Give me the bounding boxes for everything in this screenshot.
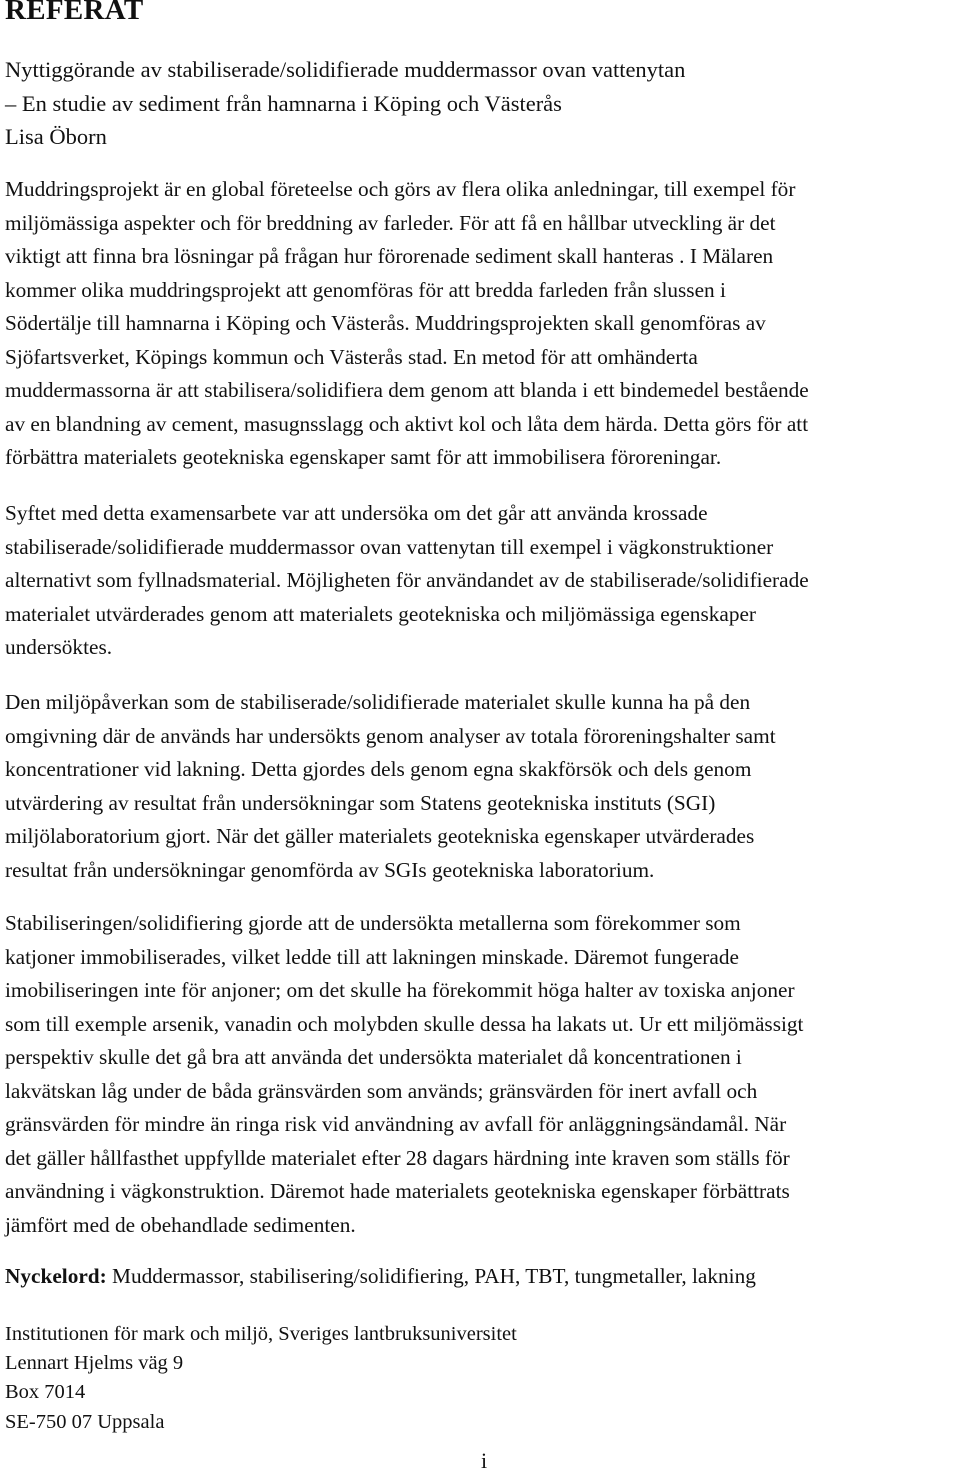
text-line: som till exemple arsenik, vanadin och molybden skulle dessa ha lakats ut. Ur ett miljömässigt xyxy=(5,1011,804,1036)
text-line: av en blandning av cement, masugnsslagg och aktivt kol och låta dem härda. Detta görs för att xyxy=(5,411,809,436)
text-line: användning i vägkonstruktion. Däremot hade materialets geotekniska egenskaper förbättrats xyxy=(5,1179,790,1203)
text-line: lakvätskan låg under de båda gränsvärden som används; gränsvärden för inert avfall och xyxy=(5,1078,758,1103)
text-line: imobiliseringen inte för anjoner; om det skulle ha förekommit höga halter av toxiska anjoner xyxy=(5,978,795,1002)
text-line: Stabiliseringen/solidifiering gjorde att de undersökta metallerna som förekommer som xyxy=(5,911,741,935)
text-line: viktigt att finna bra lösningar på frågan hur förorenade sediment skall hanteras . I Mälaren xyxy=(5,244,774,268)
text-line: förbättra materialets geotekniska egenskaper samt för att immobilisera föroreningar. xyxy=(5,445,722,469)
paragraph-purpose xyxy=(5,497,957,665)
text-line: jämfört med de obehandlade sedimenten. xyxy=(5,1212,356,1237)
text-line: stabiliserade/solidifierade muddermassor ovan vattenytan till exempel i vägkonstruktioner xyxy=(5,534,774,559)
street-address: Lennart Hjelms väg 9 xyxy=(5,1352,184,1375)
institution-address xyxy=(5,1320,517,1437)
text-line: koncentrationer vid lakning. Detta gjordes dels genom egna skakförsök och dels genom xyxy=(5,757,752,781)
text-line: Södertälje till hamnarna i Köping och Västerås. Muddringsprojekten skall genomföras av xyxy=(5,311,766,335)
text-line: katjoner immobiliserades, vilket ledde till att lakningen minskade. Däremot fungerade xyxy=(5,944,739,969)
thesis-subtitle: – En studie av sediment från hamnarna i Köping och Västerås xyxy=(5,91,562,116)
keywords-label: Nyckelord: xyxy=(5,1264,107,1288)
text-line: kommer olika muddringsprojekt att genomföras för att bredda farleden från slussen i xyxy=(5,277,726,302)
thesis-title: Nyttiggörande av stabiliserade/solidifierade muddermassor ovan vattenytan xyxy=(5,57,686,82)
text-line: det gäller hållfasthet uppfyllde materialet efter 28 dagars härdning inte kraven som ställs för xyxy=(5,1145,790,1170)
paragraph-background xyxy=(5,173,957,475)
page-heading: REFERAT xyxy=(5,0,144,26)
text-line: omgivning där de används har undersökts genom analyser av totala föroreningshalter samt xyxy=(5,723,776,748)
paragraph-environmental-impact xyxy=(5,686,957,887)
text-line: Sjöfartsverket, Köpings kommun och Västerås stad. En metod för att omhänderta xyxy=(5,344,698,369)
postal-box: Box 7014 xyxy=(5,1381,86,1404)
keywords-text: Muddermassor, stabilisering/solidifiering, PAH, TBT, tungmetaller, lakning xyxy=(106,1264,756,1288)
text-line: undersöktes. xyxy=(5,635,113,659)
keywords xyxy=(5,1264,756,1289)
text-line: miljölaboratorium gjort. När det gäller materialets geotekniska egenskaper utvärderades xyxy=(5,824,755,848)
paragraph-results xyxy=(5,907,957,1242)
text-line: Den miljöpåverkan som de stabiliserade/solidifierade materialet skulle kunna ha på den xyxy=(5,690,751,714)
text-line: miljömässiga aspekter och för breddning av farleder. För att få en hållbar utveckling är det xyxy=(5,210,776,235)
text-line: alternativt som fyllnadsmaterial. Möjligheten för användandet av de stabiliserade/solidifierade xyxy=(5,568,809,592)
text-line: Muddringsprojekt är en global företeelse och görs av flera olika anledningar, till exempel för xyxy=(5,177,796,201)
text-line: muddermassorna är att stabilisera/solidifiera dem genom att blanda i ett bindemedel bestående xyxy=(5,378,809,402)
page-number: i xyxy=(481,1448,488,1473)
text-line: perspektiv skulle det gå bra att använda det undersökta materialet då koncentrationen i xyxy=(5,1045,742,1069)
postal-code-city: SE-750 07 Uppsala xyxy=(5,1410,165,1433)
text-line: utvärdering av resultat från undersökningar som Statens geotekniska instituts (SGI) xyxy=(5,790,716,815)
text-line: Syftet med detta examensarbete var att undersöka om det går att använda krossade xyxy=(5,501,708,525)
text-line: gränsvärden för mindre än ringa risk vid användning av avfall för anläggningsändamål. När xyxy=(5,1112,787,1136)
author-name: Lisa Öborn xyxy=(5,124,107,149)
text-line: resultat från undersökningar genomförda av SGIs geotekniska laboratorium. xyxy=(5,857,655,882)
institution-name: Institutionen för mark och miljö, Sveriges lantbruksuniversitet xyxy=(5,1323,517,1345)
text-line: materialet utvärderades genom att materialets geotekniska och miljömässiga egenskaper xyxy=(5,601,757,626)
